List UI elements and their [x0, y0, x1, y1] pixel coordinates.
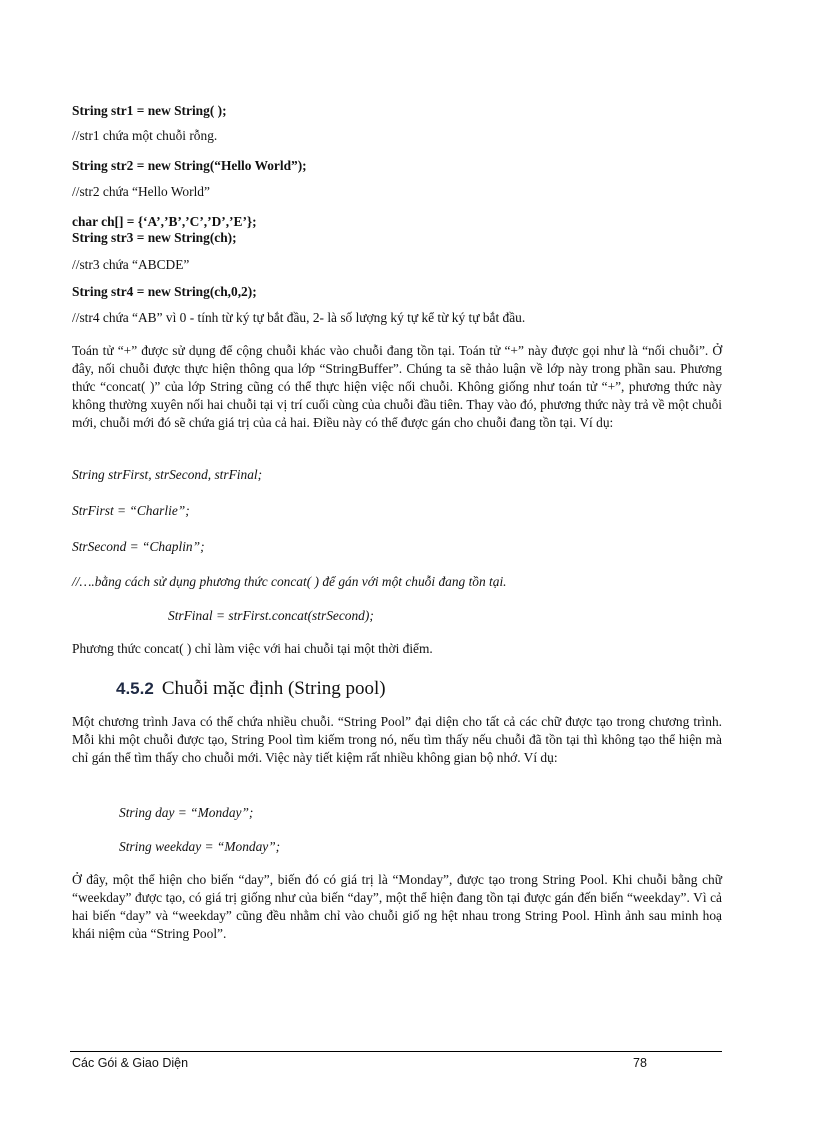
footer-page-number: 78	[633, 1056, 647, 1070]
example-strfinal: StrFinal = strFirst.concat(strSecond);	[168, 608, 374, 623]
example-strfirst: StrFirst = “Charlie”;	[72, 503, 190, 518]
comment-str4: //str4 chứa “AB” vì 0 - tính từ ký tự bắt đầu, 2- là số lượng ký tự kể từ ký tự bắt đầu.	[72, 310, 526, 325]
comment-str1: //str1 chứa một chuỗi rỗng.	[72, 128, 218, 143]
code-char-array: char ch[] = {‘A’,’B’,’C’,’D’,’E’};	[72, 214, 257, 229]
section-number: 4.5.2	[116, 679, 154, 698]
section-title: Chuỗi mặc định (String pool)	[161, 678, 386, 699]
paragraph-concat-note: Phương thức concat( ) chỉ làm việc với hai chuỗi tại một thời điểm.	[72, 641, 433, 656]
paragraph-concat: Toán tử “+” được sử dụng để cộng chuỗi khác vào chuỗi đang tồn tại. Toán tử “+” này được gọi như là “nối chuỗi”. Ở đây, nối chuỗi được thực hiện thông qua lớp “StringBuffer”. Chúng ta sẽ thảo luận về lớp này trong phần sau. Phương thức “concat( )” của lớp String cũng có thể thực hiện việc nối chuỗi. Không giống như toán tử “+”, phương thức này không thường xuyên nối hai chuỗi tại vị trí cuối cùng của chuỗi đầu tiên. Thay vào đó, phương thức này trả về một chuỗi mới, chuỗi mới đó sẽ chứa giá trị của cả hai. Điều này có thể được gán cho chuỗi đang tồn tại. Ví dụ:	[72, 343, 722, 430]
code-str4: String str4 = new String(ch,0,2);	[72, 284, 257, 299]
paragraph-string-pool: Một chương trình Java có thể chứa nhiều chuỗi. “String Pool” đại diện cho tất cả các chữ được tạo trong chương trình. Mỗi khi một chuỗi được tạo, String Pool tìm kiếm trong nó, nếu tìm thấy nếu chuỗi đã tồn tại thì không tạo thể hiện mà chỉ gán thể tìm thấy cho chuỗi mới. Việc này tiết kiệm rất nhiều không gian bộ nhớ. Ví dụ:	[72, 714, 722, 765]
comment-str2: //str2 chứa “Hello World”	[72, 184, 210, 199]
section-heading	[116, 677, 386, 701]
code-str1: String str1 = new String( );	[72, 103, 227, 118]
footer-chapter-title: Các Gói & Giao Diện	[72, 1056, 189, 1070]
example-declaration: String strFirst, strSecond, strFinal;	[72, 467, 263, 482]
paragraph-pool-explain: Ở đây, một thể hiện cho biến “day”, biến đó có giá trị là “Monday”, được tạo trong String Pool. Khi chuỗi bằng chữ “weekday” được tạo, có giá trị giống như của biến “day”, một thể hiện đang tồn tại được gán đến biến “weekday”. Vì cả hai biến “day” và “weekday” cũng đều nhằm chỉ vào chuỗi giố ng hệt nhau trong String Pool. Hình ảnh sau minh hoạ khái niệm của “String Pool”.	[72, 872, 722, 941]
example-day: String day = “Monday”;	[119, 805, 254, 820]
document-page	[72, 0, 722, 1123]
example-weekday: String weekday = “Monday”;	[119, 839, 281, 854]
code-str3: String str3 = new String(ch);	[72, 230, 237, 245]
example-comment: //….bằng cách sử dụng phương thức concat( ) để gán với một chuỗi đang tồn tại.	[72, 574, 507, 589]
code-str2: String str2 = new String(“Hello World”);	[72, 158, 307, 173]
comment-str3: //str3 chứa “ABCDE”	[72, 257, 190, 272]
example-strsecond: StrSecond = “Chaplin”;	[72, 539, 205, 554]
footer-rule	[70, 1051, 722, 1052]
